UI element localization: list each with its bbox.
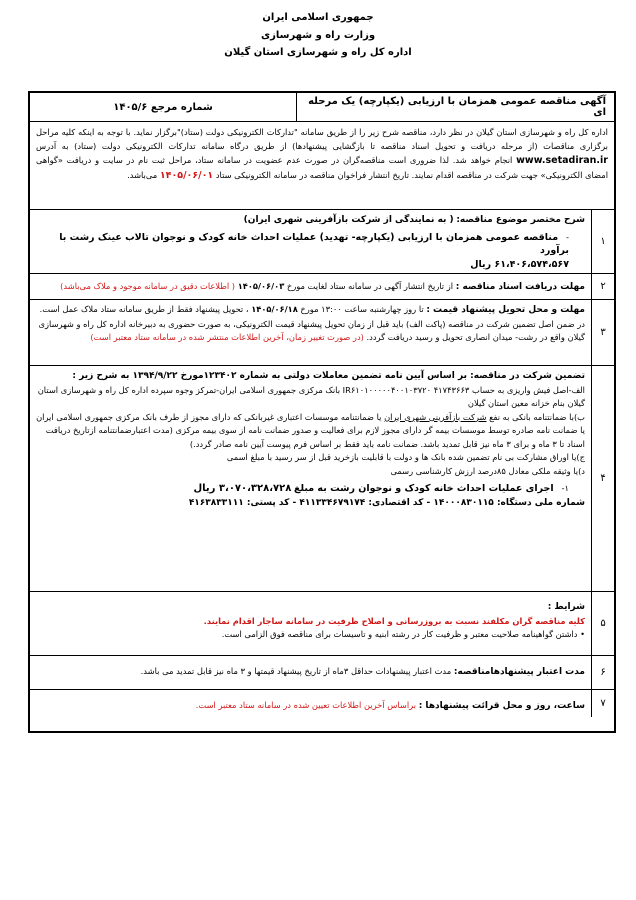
subject-dash: -	[566, 231, 569, 242]
notice-title: آگهی مناقصه عمومی همزمان با ارزیابی (یکپارچه) یک مرحله ای	[296, 93, 614, 121]
documents-deadline-note: ( اطلاعات دقیق در سامانه موجود و ملاک می‌باشد)	[60, 281, 236, 291]
row-number: ۴	[591, 366, 614, 591]
row-validity	[30, 656, 614, 690]
row-number: ۳	[591, 300, 614, 365]
intro-publish-date: ۱۴۰۵/۰۶/۰۱	[159, 170, 214, 181]
bid-submission-note: (در صورت تغییر زمان، آخرین اطلاعات منتشر شده در سامانه ستاد معتبر است)	[90, 332, 364, 342]
intro-text-1: اداره کل راه و شهرسازی استان گیلان در نظر دارد، مناقصه شرح زیر را از طریق سامانه "تدارکات الکترونیکی دولت (ستاد)"برگزار نماید. با توجه به اینکه کلیه مراحل برگزاری مناقصات (از مرحله دریافت و تحویل اسناد مناقصه تا بازگشایی پیشنهادها) از طریق درگاه سامانه تدارکات الکترونیکی دولت (ستاد) به آدرس	[36, 127, 608, 151]
conditions-red-note: کلیه مناقصه گران مکلفند نسبت به بروزرسانی و اصلاح ظرفیت در سامانه ساجار اقدام نمایند.	[203, 615, 585, 626]
header-line-3: اداره کل راه و شهرسازی استان گیلان	[224, 47, 412, 58]
intro-text-3: می‌باشد.	[127, 170, 158, 180]
guarantee-item-text: اجرای عملیات احداث خانه کودک و نوجوان رشت به مبلغ	[294, 483, 554, 494]
subject-estimate: ۶۱،۴۰۶،۵۷۴،۵۶۷ ریال	[470, 258, 569, 270]
row-number: ۱	[591, 210, 614, 273]
bid-submission-text-2: ، تحویل پیشنهاد فقط از طریق سامانه ستاد ملاک عمل است. در ضمن اصل تضمین شرکت در مناقصه (پاکت الف) باید قبل از زمان تحویل پیشنهاد قیمت الکترونیکی، به صورت حضوری به دبیرخانه اداره کل راه و شهرسازی گیلان واقع در رشت- میدان انصاری تحویل و رسید دریافت گردد.	[38, 304, 585, 342]
row-subject	[30, 210, 614, 274]
guarantee-option-d: د)یا وثیقه ملکی معادل ۸۵درصد ارزش کارشناسی رسمی	[390, 465, 585, 476]
row-conditions	[30, 592, 614, 656]
guarantee-option-c: ج)یا اوراق مشارکت بی نام تضمین شده بانک ها و دولت با قابلیت بازخرید قبل از سر رسید با مبلغ اسمی	[226, 452, 585, 462]
conditions-bullet: • داشتن گواهینامه صلاحیت معتبر و ظرفیت کار در رشته ابنیه و تاسیسات برای مناقصه فوق الزامی است.	[221, 629, 585, 639]
row-opening	[30, 690, 614, 717]
organization-ids: شماره ملی دستگاه: ۱۴۰۰۰۸۳۰۱۱۵ - کد اقتصادی: ۴۱۱۳۳۴۶۷۹۱۷۴ - کد پستی: ۴۱۶۳۸۳۳۱۱۱	[188, 497, 585, 508]
guarantee-beneficiary: شرکت بازآفرینی شهری ایران	[384, 411, 487, 422]
validity-label: مدت اعتبار پیشنهادهامناقصه:	[453, 667, 585, 677]
tender-notice-table	[28, 91, 616, 733]
intro-paragraph	[30, 122, 614, 210]
bid-submission-label: مهلت و محل تحویل پیشنهاد قیمت :	[426, 305, 585, 315]
subject-label-extra: ( به نمایندگی از شرکت بازآفرینی شهری ایران)	[243, 215, 454, 225]
bid-submission-date: ۱۴۰۵/۰۶/۱۸	[251, 304, 298, 314]
documents-deadline-date: ۱۴۰۵/۰۶/۰۳	[237, 281, 285, 291]
documents-deadline-label: مهلت دریافت اسناد مناقصه :	[455, 282, 585, 292]
subject-text: مناقصه عمومی همزمان با ارزیابی (یکپارچه- تهدید) عملیات احداث خانه کودک و نوجوان تالاب عینک رشت با برآورد	[59, 231, 569, 256]
conditions-label: شرایط :	[547, 602, 585, 612]
guarantee-option-b-2: یا ضمانتنامه موسسات اعتباری غیربانکی که دارای مجوز از طرف بانک مرکزی جمهوری اسلامی ایران یا ضمانت نامه صادره توسط موسسات بیمه گر دارای مجوز لازم برای فعالیت و صدور ضمانت نامه از سوی بیمه مرکزی (مدت اعتبارضمانتنامه ازتاریخ دریافت اسناد تا ۳ ماه و برای ۳ ماه نیز قابل تمدید باشد. ضمانت نامه باید فقط بر اساس فرم پیوست آیین نامه صادر گردد.)	[36, 411, 585, 449]
intro-text-2: انجام خواهد شد. لذا ضروری است مناقصه‌گران در صورت عدم عضویت در سامانه ستاد، مراحل ثبت نام در سایت و دریافت «گواهی امضای الکترونیکی» جهت شرکت در مناقصه اقدام نمایند. تاریخ انتشار فراخوان مناقصه در سامانه الکترونیکی ستاد	[36, 155, 608, 180]
guarantee-label: تضمین شرکت در مناقصه: بر اساس آیین نامه تضمین معاملات دولتی به شماره ۱۲۳۴۰۲مورخ ۱۳۹۴/۹/۲۲ به شرح زیر :	[72, 371, 585, 381]
row-bid-submission	[30, 300, 614, 366]
header-line-2: وزارت راه و شهرسازی	[260, 30, 376, 41]
row-guarantee	[30, 366, 614, 592]
opening-note: براساس آخرین اطلاعات تعیین شده در سامانه ستاد معتبر است.	[195, 700, 417, 710]
guarantee-item-amount: ۳،۰۷۰،۳۲۸،۷۲۸ ریال	[193, 483, 292, 494]
subject-label: شرح مختصر موضوع مناقصه:	[456, 215, 585, 225]
bid-submission-text-1: تا روز چهارشنبه ساعت ۱۳:۰۰ مورخ	[300, 304, 424, 314]
setad-url-link[interactable]: www.setadiran.ir	[516, 155, 608, 166]
title-bar	[30, 93, 614, 122]
row-documents-deadline	[30, 274, 614, 300]
opening-label: ساعت، روز و محل قرائت پیشنهادها :	[418, 701, 585, 711]
reference-number: شماره مرجع ۱۴۰۵/۶	[113, 101, 213, 113]
guarantee-item-number: ۱-	[561, 483, 569, 493]
row-number: ۶	[591, 656, 614, 689]
validity-text: مدت اعتبار پیشنهادات حداقل ۳ماه از تاریخ پیشنهاد قیمتها و ۳ ماه نیز قابل تمدید می باشد.	[140, 666, 452, 676]
guarantee-option-a: الف-اصل فیش واریزی به حساب ۴۱۷۴۳۶۶۳ IR۶۱۰۱۰۰۰۰۰۴۰۰۱۰۳۷۲۰ بانک مرکزی جمهوری اسلامی ایران-تمرکز وجوه سپرده اداره کل راه و شهرسازی استان گیلان بنام خزانه معین استان گیلان	[37, 384, 585, 408]
documents-deadline-text: از تاریخ انتشار آگهی در سامانه ستاد لغایت مورخ	[286, 281, 454, 291]
row-number: ۷	[591, 690, 614, 717]
guarantee-option-b-1: ب)با ضمانتنامه بانکی به نفع	[489, 411, 585, 422]
row-number: ۲	[591, 274, 614, 299]
header-line-1: جمهوری اسلامی ایران	[262, 12, 374, 23]
row-number: ۵	[591, 592, 614, 655]
